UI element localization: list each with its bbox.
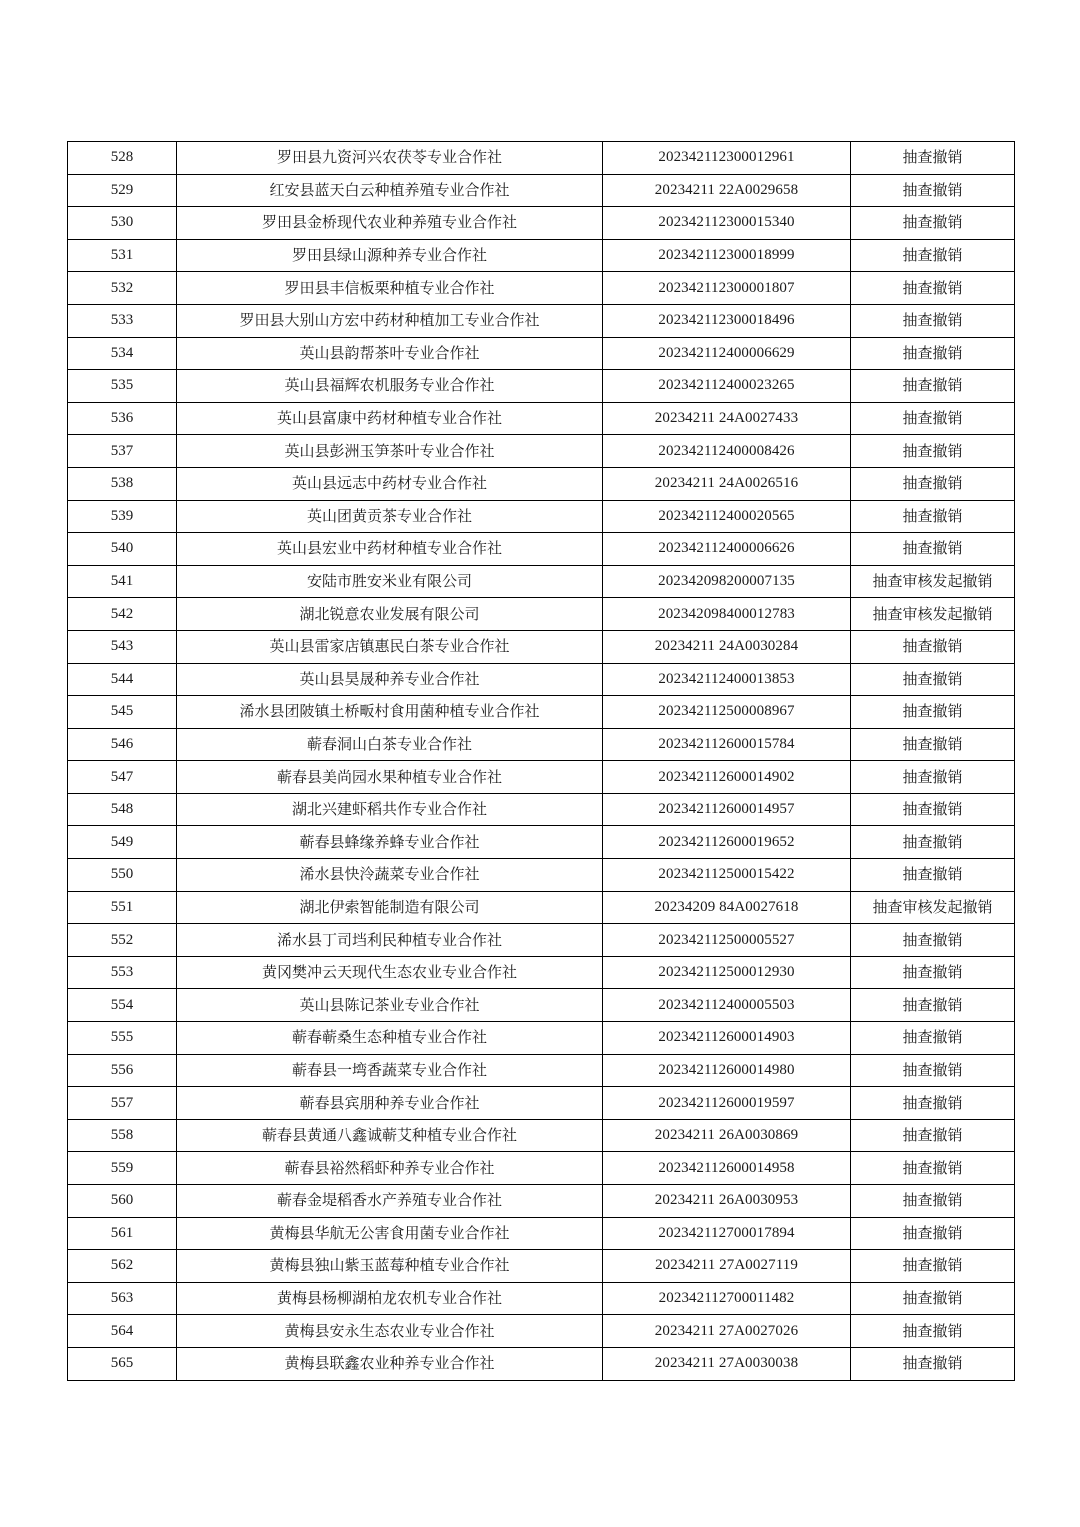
table-row: [68, 1347, 1015, 1380]
table-row: [68, 207, 1015, 240]
status-cell: 抽查撤销: [851, 793, 1015, 826]
entity-name-cell: 罗田县大别山方宏中药材种植加工专业合作社: [177, 304, 603, 337]
row-number-cell: 528: [68, 142, 177, 175]
registration-code-cell: 202342112600014980: [603, 1054, 851, 1087]
row-number-cell: 550: [68, 859, 177, 892]
row-number-cell: 533: [68, 304, 177, 337]
row-number-cell: 537: [68, 435, 177, 468]
row-number-cell: 541: [68, 565, 177, 598]
registration-code-cell: 20234211 24A0026516: [603, 467, 851, 500]
table-row: [68, 826, 1015, 859]
row-number-cell: 559: [68, 1152, 177, 1185]
status-cell: 抽查撤销: [851, 467, 1015, 500]
entity-name-cell: 英山县韵帮茶叶专业合作社: [177, 337, 603, 370]
entity-name-cell: 蕲春金堤稻香水产养殖专业合作社: [177, 1185, 603, 1218]
table-row: [68, 402, 1015, 435]
table-row: [68, 500, 1015, 533]
registration-code-cell: 20234211 24A0027433: [603, 402, 851, 435]
entity-name-cell: 浠水县丁司垱利民种植专业合作社: [177, 924, 603, 957]
row-number-cell: 557: [68, 1087, 177, 1120]
registration-code-cell: 20234211 27A0027026: [603, 1315, 851, 1348]
row-number-cell: 536: [68, 402, 177, 435]
entity-name-cell: 蕲春县裕然稻虾种养专业合作社: [177, 1152, 603, 1185]
status-cell: 抽查撤销: [851, 533, 1015, 566]
status-cell: 抽查撤销: [851, 304, 1015, 337]
table-row: [68, 533, 1015, 566]
status-cell: 抽查撤销: [851, 1022, 1015, 1055]
status-cell: 抽查撤销: [851, 630, 1015, 663]
entity-name-cell: 英山县昊晟种养专业合作社: [177, 663, 603, 696]
registration-code-cell: 20234211 26A0030869: [603, 1119, 851, 1152]
table-row: [68, 761, 1015, 794]
registration-code-cell: 202342112400008426: [603, 435, 851, 468]
registration-code-cell: 202342098400012783: [603, 598, 851, 631]
entity-name-cell: 蕲春蕲桑生态种植专业合作社: [177, 1022, 603, 1055]
table-row: [68, 598, 1015, 631]
row-number-cell: 562: [68, 1250, 177, 1283]
row-number-cell: 555: [68, 1022, 177, 1055]
status-cell: 抽查撤销: [851, 956, 1015, 989]
row-number-cell: 565: [68, 1347, 177, 1380]
status-cell: 抽查撤销: [851, 826, 1015, 859]
status-cell: 抽查撤销: [851, 1087, 1015, 1120]
registration-code-cell: 202342112600014958: [603, 1152, 851, 1185]
table-row: [68, 272, 1015, 305]
table-row: [68, 924, 1015, 957]
entity-name-cell: 蕲春洞山白茶专业合作社: [177, 728, 603, 761]
table-row: [68, 859, 1015, 892]
status-cell: 抽查撤销: [851, 663, 1015, 696]
table-row: [68, 337, 1015, 370]
status-cell: 抽查撤销: [851, 1282, 1015, 1315]
entity-name-cell: 英山县宏业中药材种植专业合作社: [177, 533, 603, 566]
status-cell: 抽查撤销: [851, 696, 1015, 729]
entity-name-cell: 蕲春县蜂缘养蜂专业合作社: [177, 826, 603, 859]
entity-name-cell: 湖北伊索智能制造有限公司: [177, 891, 603, 924]
row-number-cell: 535: [68, 370, 177, 403]
table-row: [68, 696, 1015, 729]
row-number-cell: 551: [68, 891, 177, 924]
registration-code-cell: 202342112300001807: [603, 272, 851, 305]
table-row: [68, 891, 1015, 924]
entity-name-cell: 蕲春县黄通八鑫诚蕲艾种植专业合作社: [177, 1119, 603, 1152]
table-row: [68, 174, 1015, 207]
table-row: [68, 793, 1015, 826]
row-number-cell: 539: [68, 500, 177, 533]
entity-name-cell: 罗田县丰信板栗种植专业合作社: [177, 272, 603, 305]
row-number-cell: 549: [68, 826, 177, 859]
registration-code-cell: 202342112300015340: [603, 207, 851, 240]
status-cell: 抽查撤销: [851, 728, 1015, 761]
table-row: [68, 1022, 1015, 1055]
row-number-cell: 563: [68, 1282, 177, 1315]
registration-code-cell: 20234211 27A0030038: [603, 1347, 851, 1380]
entity-name-cell: 红安县蓝天白云种植养殖专业合作社: [177, 174, 603, 207]
entity-name-cell: 湖北兴建虾稻共作专业合作社: [177, 793, 603, 826]
table-row: [68, 565, 1015, 598]
registration-code-cell: 202342112400023265: [603, 370, 851, 403]
entity-name-cell: 黄梅县华航无公害食用菌专业合作社: [177, 1217, 603, 1250]
registration-code-cell: 202342112600019652: [603, 826, 851, 859]
status-cell: 抽查撤销: [851, 402, 1015, 435]
status-cell: 抽查撤销: [851, 272, 1015, 305]
entity-name-cell: 安陆市胜安米业有限公司: [177, 565, 603, 598]
status-cell: 抽查撤销: [851, 1119, 1015, 1152]
row-number-cell: 538: [68, 467, 177, 500]
table-row: [68, 142, 1015, 175]
registration-code-cell: 202342112400020565: [603, 500, 851, 533]
entity-name-cell: 黄梅县安永生态农业专业合作社: [177, 1315, 603, 1348]
row-number-cell: 548: [68, 793, 177, 826]
registration-code-cell: 20234211 22A0029658: [603, 174, 851, 207]
entity-name-cell: 黄冈樊冲云天现代生态农业专业合作社: [177, 956, 603, 989]
entity-name-cell: 罗田县九资河兴农茯苓专业合作社: [177, 142, 603, 175]
status-cell: 抽查撤销: [851, 1152, 1015, 1185]
status-cell: 抽查撤销: [851, 1250, 1015, 1283]
table-row: [68, 1119, 1015, 1152]
status-cell: 抽查撤销: [851, 924, 1015, 957]
status-cell: 抽查撤销: [851, 174, 1015, 207]
row-number-cell: 553: [68, 956, 177, 989]
registration-code-cell: 202342112500015422: [603, 859, 851, 892]
status-cell: 抽查撤销: [851, 337, 1015, 370]
row-number-cell: 543: [68, 630, 177, 663]
row-number-cell: 540: [68, 533, 177, 566]
entity-name-cell: 英山县彭洲玉笋茶叶专业合作社: [177, 435, 603, 468]
row-number-cell: 560: [68, 1185, 177, 1218]
registration-code-cell: 202342112400013853: [603, 663, 851, 696]
table-row: [68, 1152, 1015, 1185]
table-row: [68, 304, 1015, 337]
entity-name-cell: 黄梅县杨柳湖柏龙农机专业合作社: [177, 1282, 603, 1315]
status-cell: 抽查撤销: [851, 1347, 1015, 1380]
status-cell: 抽查审核发起撤销: [851, 891, 1015, 924]
table-row: [68, 728, 1015, 761]
table-row: [68, 1250, 1015, 1283]
row-number-cell: 558: [68, 1119, 177, 1152]
entity-name-cell: 英山县陈记茶业专业合作社: [177, 989, 603, 1022]
table-row: [68, 1087, 1015, 1120]
status-cell: 抽查撤销: [851, 142, 1015, 175]
table-row: [68, 239, 1015, 272]
table-row: [68, 1282, 1015, 1315]
row-number-cell: 556: [68, 1054, 177, 1087]
status-cell: 抽查撤销: [851, 761, 1015, 794]
entity-name-cell: 英山县远志中药材专业合作社: [177, 467, 603, 500]
status-cell: 抽查撤销: [851, 207, 1015, 240]
table-row: [68, 435, 1015, 468]
registration-code-cell: 202342112400006629: [603, 337, 851, 370]
row-number-cell: 561: [68, 1217, 177, 1250]
row-number-cell: 552: [68, 924, 177, 957]
registration-code-cell: 20234211 26A0030953: [603, 1185, 851, 1218]
registration-code-cell: 202342112600014902: [603, 761, 851, 794]
registration-code-cell: 202342112700017894: [603, 1217, 851, 1250]
registration-code-cell: 202342112600019597: [603, 1087, 851, 1120]
row-number-cell: 534: [68, 337, 177, 370]
row-number-cell: 547: [68, 761, 177, 794]
entity-name-cell: 湖北锐意农业发展有限公司: [177, 598, 603, 631]
row-number-cell: 544: [68, 663, 177, 696]
row-number-cell: 564: [68, 1315, 177, 1348]
registration-code-cell: 202342112500005527: [603, 924, 851, 957]
entity-name-cell: 英山团黄贡茶专业合作社: [177, 500, 603, 533]
entity-name-cell: 罗田县金桥现代农业种养殖专业合作社: [177, 207, 603, 240]
registration-code-cell: 202342112500012930: [603, 956, 851, 989]
status-cell: 抽查审核发起撤销: [851, 565, 1015, 598]
table-row: [68, 467, 1015, 500]
status-cell: 抽查撤销: [851, 859, 1015, 892]
table-row: [68, 1185, 1015, 1218]
records-table-body: [68, 142, 1015, 1381]
registration-code-cell: 202342112400006626: [603, 533, 851, 566]
status-cell: 抽查撤销: [851, 1217, 1015, 1250]
registration-code-cell: 202342098200007135: [603, 565, 851, 598]
table-row: [68, 630, 1015, 663]
registration-code-cell: 20234211 24A0030284: [603, 630, 851, 663]
status-cell: 抽查撤销: [851, 1054, 1015, 1087]
table-row: [68, 989, 1015, 1022]
registration-code-cell: 202342112500008967: [603, 696, 851, 729]
records-table: [67, 141, 1015, 1381]
registration-code-cell: 202342112600014903: [603, 1022, 851, 1055]
entity-name-cell: 蕲春县宾朋种养专业合作社: [177, 1087, 603, 1120]
registration-code-cell: 20234209 84A0027618: [603, 891, 851, 924]
row-number-cell: 545: [68, 696, 177, 729]
registration-code-cell: 202342112700011482: [603, 1282, 851, 1315]
status-cell: 抽查撤销: [851, 1315, 1015, 1348]
row-number-cell: 532: [68, 272, 177, 305]
row-number-cell: 546: [68, 728, 177, 761]
registration-code-cell: 202342112600014957: [603, 793, 851, 826]
entity-name-cell: 英山县雷家店镇惠民白茶专业合作社: [177, 630, 603, 663]
status-cell: 抽查撤销: [851, 1185, 1015, 1218]
table-row: [68, 1315, 1015, 1348]
entity-name-cell: 浠水县快泠蔬菜专业合作社: [177, 859, 603, 892]
table-row: [68, 1054, 1015, 1087]
status-cell: 抽查撤销: [851, 239, 1015, 272]
entity-name-cell: 黄梅县联鑫农业种养专业合作社: [177, 1347, 603, 1380]
row-number-cell: 530: [68, 207, 177, 240]
status-cell: 抽查撤销: [851, 370, 1015, 403]
registration-code-cell: 20234211 27A0027119: [603, 1250, 851, 1283]
entity-name-cell: 浠水县团陂镇土桥畈村食用菌种植专业合作社: [177, 696, 603, 729]
row-number-cell: 542: [68, 598, 177, 631]
table-row: [68, 1217, 1015, 1250]
status-cell: 抽查审核发起撤销: [851, 598, 1015, 631]
entity-name-cell: 英山县福辉农机服务专业合作社: [177, 370, 603, 403]
registration-code-cell: 202342112400005503: [603, 989, 851, 1022]
registration-code-cell: 202342112600015784: [603, 728, 851, 761]
row-number-cell: 531: [68, 239, 177, 272]
table-row: [68, 663, 1015, 696]
table-row: [68, 370, 1015, 403]
entity-name-cell: 黄梅县独山紫玉蓝莓种植专业合作社: [177, 1250, 603, 1283]
registration-code-cell: 202342112300012961: [603, 142, 851, 175]
table-row: [68, 956, 1015, 989]
row-number-cell: 529: [68, 174, 177, 207]
registration-code-cell: 202342112300018496: [603, 304, 851, 337]
status-cell: 抽查撤销: [851, 500, 1015, 533]
entity-name-cell: 英山县富康中药材种植专业合作社: [177, 402, 603, 435]
entity-name-cell: 蕲春县美尚园水果种植专业合作社: [177, 761, 603, 794]
row-number-cell: 554: [68, 989, 177, 1022]
entity-name-cell: 罗田县绿山源种养专业合作社: [177, 239, 603, 272]
status-cell: 抽查撤销: [851, 989, 1015, 1022]
status-cell: 抽查撤销: [851, 435, 1015, 468]
registration-code-cell: 202342112300018999: [603, 239, 851, 272]
entity-name-cell: 蕲春县一塆香蔬菜专业合作社: [177, 1054, 603, 1087]
